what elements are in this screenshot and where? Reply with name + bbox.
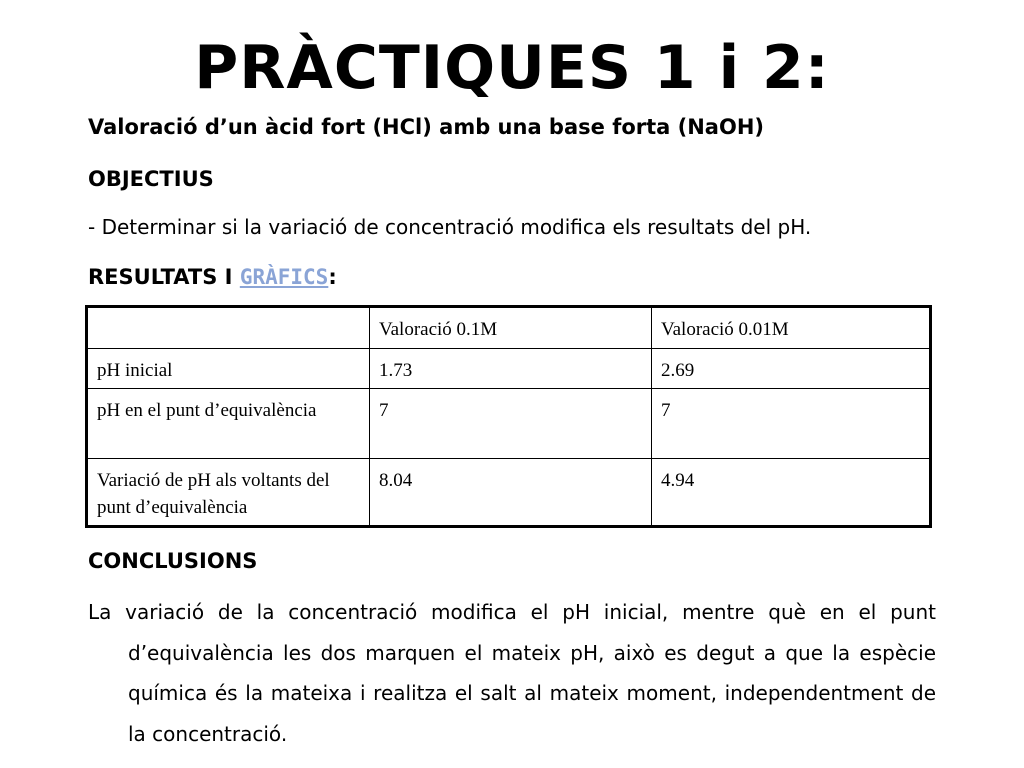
table-cell: pH inicial (87, 349, 370, 389)
table-header-row (87, 307, 931, 349)
results-heading-prefix: RESULTATS I (88, 265, 240, 289)
table-cell: Variació de pH als voltants del punt d’equivalència (87, 459, 370, 527)
objective-item: - Determinar si la variació de concentració modifica els resultats del pH. (88, 215, 812, 239)
conclusions-heading: CONCLUSIONS (88, 549, 258, 573)
table-cell: 7 (370, 389, 652, 459)
table-cell: 7 (652, 389, 931, 459)
page-title: PRÀCTIQUES 1 i 2: (194, 33, 830, 103)
table-cell: 1.73 (370, 349, 652, 389)
results-heading (88, 262, 337, 292)
table-cell: pH en el punt d’equivalència (87, 389, 370, 459)
table-header-cell (87, 307, 370, 349)
subtitle: Valoració d’un àcid fort (HCl) amb una base forta (NaOH) (88, 115, 764, 139)
results-table (85, 305, 932, 528)
graphics-link[interactable]: GRÀFICS (239, 265, 329, 289)
table-row (87, 459, 931, 527)
table-cell: 4.94 (652, 459, 931, 527)
table-cell: 2.69 (652, 349, 931, 389)
table-row (87, 349, 931, 389)
objectives-heading: OBJECTIUS (88, 167, 214, 191)
table-header-cell: Valoració 0.1M (370, 307, 652, 349)
table-row (87, 389, 931, 459)
table-header-cell: Valoració 0.01M (652, 307, 931, 349)
results-heading-suffix: : (328, 265, 337, 289)
conclusion-text: La variació de la concentració modifica el pH inicial, mentre què en el punt d’equivalència les dos marquen el mateix pH, això es degut a que la espècie química és la mateixa i realitza el salt al mateix moment, independentment de la concentració. (88, 600, 936, 746)
table-cell: 8.04 (370, 459, 652, 527)
